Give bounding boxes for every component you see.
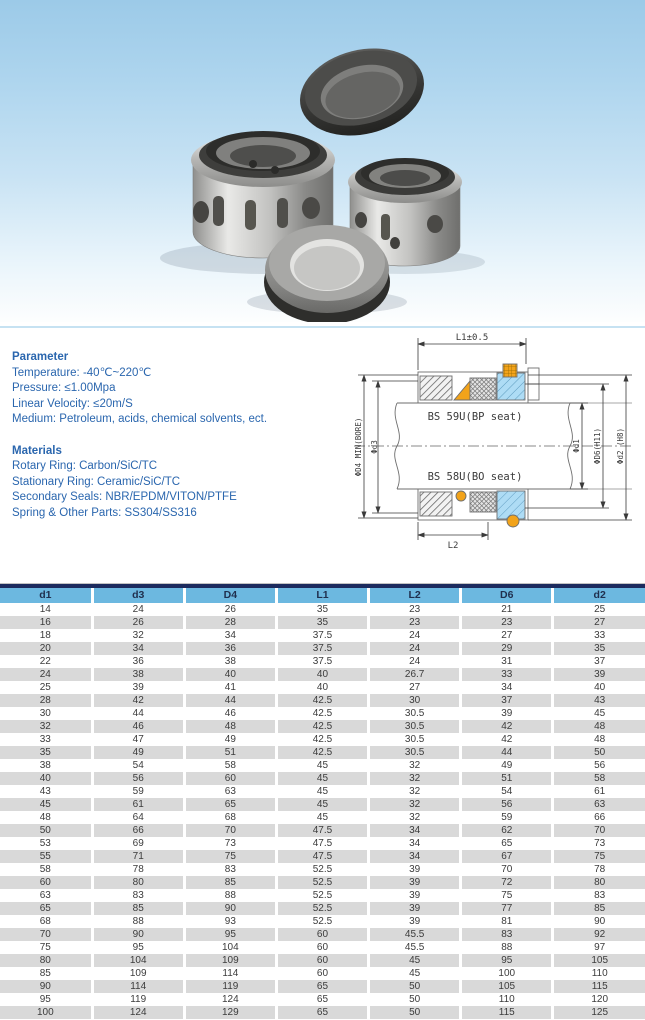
- materials-block: [12, 444, 342, 522]
- table-cell: 52.5: [276, 915, 368, 928]
- table-row: [0, 759, 645, 772]
- table-cell: 119: [184, 980, 276, 993]
- table-cell: 42.5: [276, 746, 368, 759]
- table-row: [0, 772, 645, 785]
- table-cell: 68: [184, 811, 276, 824]
- table-cell: 80: [0, 954, 92, 967]
- table-cell: 33: [461, 668, 553, 681]
- table-cell: 43: [0, 785, 92, 798]
- table-row: [0, 980, 645, 993]
- table-cell: 115: [461, 1006, 553, 1019]
- table-cell: 23: [369, 616, 461, 629]
- table-cell: 90: [92, 928, 184, 941]
- table-cell: 59: [461, 811, 553, 824]
- table-cell: 52.5: [276, 889, 368, 902]
- table-cell: 93: [184, 915, 276, 928]
- table-cell: 62: [461, 824, 553, 837]
- table-cell: 48: [594, 734, 606, 745]
- table-cell: 60: [276, 941, 368, 954]
- info-line: Rotary Ring: Carbon/SiC/TC: [12, 460, 158, 472]
- dimension-table-section: [0, 583, 645, 1019]
- table-cell: 34: [92, 642, 184, 655]
- table-row: [0, 603, 645, 616]
- table-cell: 37.5: [276, 629, 368, 642]
- info-line: Temperature: -40℃~220℃: [12, 366, 152, 379]
- table-cell: 124: [92, 1006, 184, 1019]
- table-cell: 35: [553, 642, 645, 655]
- parameter-heading: Parameter: [12, 351, 69, 363]
- table-cell: 40: [594, 682, 606, 693]
- table-row: [0, 928, 645, 941]
- table-cell: 92: [553, 928, 645, 941]
- table-cell: 45: [276, 759, 368, 772]
- table-cell: 65: [461, 837, 553, 850]
- table-cell: 100: [0, 1006, 92, 1019]
- dim-d3-label: Φd3: [370, 440, 379, 454]
- table-cell: 51: [184, 746, 276, 759]
- dimension-table: [0, 588, 645, 1019]
- table-cell: 40: [0, 772, 92, 785]
- table-cell: 60: [0, 876, 92, 889]
- table-cell: 47.5: [276, 837, 368, 850]
- table-cell: 34: [369, 824, 461, 837]
- table-cell: 51: [461, 772, 553, 785]
- table-row: [0, 850, 645, 863]
- table-cell: 27: [461, 629, 553, 642]
- table-cell: 39: [369, 902, 461, 915]
- table-cell: 70: [553, 824, 645, 837]
- table-cell: 115: [553, 980, 645, 993]
- table-cell: 36: [184, 642, 276, 655]
- table-cell: 58: [184, 759, 276, 772]
- table-cell: 75: [461, 889, 553, 902]
- table-cell: 49: [184, 733, 276, 746]
- table-cell: 46: [92, 720, 184, 733]
- table-cell: 85: [184, 876, 276, 889]
- table-cell: 38: [0, 759, 92, 772]
- info-section: [0, 328, 645, 583]
- table-cell: 95: [184, 928, 276, 941]
- table-row: [0, 668, 645, 681]
- table-cell: 71: [92, 850, 184, 863]
- table-cell: 73: [184, 837, 276, 850]
- table-cell: 124: [184, 993, 276, 1006]
- table-cell: 61: [92, 798, 184, 811]
- table-row: [0, 824, 645, 837]
- table-cell: 97: [594, 942, 606, 953]
- table-cell: 60: [276, 967, 368, 980]
- technical-diagram: [340, 328, 645, 563]
- table-row: [0, 655, 645, 668]
- table-cell: 48: [184, 720, 276, 733]
- table-cell: 63: [184, 785, 276, 798]
- table-cell: 28: [0, 694, 92, 707]
- table-cell: 30.5: [369, 720, 461, 733]
- lower-seat-label: BS 58U(BO seat): [427, 471, 523, 483]
- table-cell: 50: [553, 746, 645, 759]
- table-cell: 70: [0, 928, 92, 941]
- table-cell: 85: [0, 967, 92, 980]
- table-cell: 65: [276, 980, 368, 993]
- table-cell: 83: [184, 863, 276, 876]
- table-cell: 39: [92, 681, 184, 694]
- table-cell: 44: [461, 746, 553, 759]
- table-cell: 55: [0, 850, 92, 863]
- table-cell: 42: [461, 720, 553, 733]
- table-cell: 68: [0, 915, 92, 928]
- table-cell: 35: [276, 616, 368, 629]
- table-cell: 24: [0, 668, 92, 681]
- table-cell: 42.5: [276, 720, 368, 733]
- table-row: [0, 694, 645, 707]
- column-header-D6: D6: [461, 588, 553, 603]
- dark-seal-ring: [291, 36, 434, 148]
- table-cell: 48: [0, 811, 92, 824]
- table-cell: 35: [276, 603, 368, 616]
- table-cell: 39: [369, 863, 461, 876]
- table-cell: 77: [461, 902, 553, 915]
- table-cell: 30: [369, 694, 461, 707]
- table-cell: 26: [92, 616, 184, 629]
- table-cell: 30.5: [369, 733, 461, 746]
- table-cell: 35: [0, 746, 92, 759]
- table-cell: 45: [276, 811, 368, 824]
- table-cell: 24: [369, 629, 461, 642]
- table-cell: 81: [461, 915, 553, 928]
- table-cell: 59: [92, 785, 184, 798]
- table-cell: 52.5: [276, 863, 368, 876]
- table-cell: 38: [92, 668, 184, 681]
- table-row: [0, 720, 645, 733]
- table-cell: 65: [276, 993, 368, 1006]
- table-cell: 90: [184, 902, 276, 915]
- table-cell: 95: [461, 954, 553, 967]
- table-cell: 20: [0, 642, 92, 655]
- table-cell: 104: [92, 954, 184, 967]
- table-cell: 45: [276, 772, 368, 785]
- table-cell: 26.7: [369, 668, 461, 681]
- table-cell: 34: [369, 850, 461, 863]
- column-header-L1: L1: [276, 588, 368, 603]
- table-cell: 28: [184, 616, 276, 629]
- table-cell: 50: [369, 1006, 461, 1019]
- table-cell: 53: [0, 837, 92, 850]
- table-cell: 39: [369, 915, 461, 928]
- spec-text: [12, 350, 342, 521]
- table-row: [0, 616, 645, 629]
- table-cell: 44: [184, 694, 276, 707]
- table-cell: 45: [276, 785, 368, 798]
- table-cell: 80: [92, 876, 184, 889]
- table-header-row: [0, 588, 645, 603]
- table-cell: 49: [92, 746, 184, 759]
- table-row: [0, 902, 645, 915]
- table-cell: 24: [92, 603, 184, 616]
- table-cell: 32: [369, 811, 461, 824]
- table-cell: 52.5: [276, 876, 368, 889]
- table-cell: 73: [594, 838, 606, 849]
- table-cell: 27: [369, 681, 461, 694]
- table-cell: 24: [369, 655, 461, 668]
- table-cell: 65: [276, 1006, 368, 1019]
- table-cell: 46: [184, 707, 276, 720]
- table-cell: 90: [594, 916, 606, 927]
- table-cell: 64: [92, 811, 184, 824]
- table-cell: 42: [92, 694, 184, 707]
- info-line: Spring & Other Parts: SS304/SS316: [12, 506, 197, 519]
- table-cell: 18: [0, 629, 92, 642]
- table-cell: 30.5: [369, 707, 461, 720]
- table-cell: 45: [276, 798, 368, 811]
- table-cell: 88: [92, 915, 184, 928]
- table-cell: 83: [461, 928, 553, 941]
- table-row: [0, 746, 645, 759]
- table-cell: 70: [184, 824, 276, 837]
- table-cell: 52.5: [276, 902, 368, 915]
- table-cell: 66: [92, 824, 184, 837]
- table-cell: 37: [461, 694, 553, 707]
- table-cell: 63: [553, 798, 645, 811]
- table-cell: 88: [184, 889, 276, 902]
- table-cell: 39: [369, 889, 461, 902]
- table-cell: 34: [184, 629, 276, 642]
- dim-d4-label: ΦD4 MIN(BORE): [354, 417, 363, 477]
- table-cell: 44: [92, 707, 184, 720]
- table-cell: 45: [0, 798, 92, 811]
- table-cell: 88: [461, 941, 553, 954]
- table-cell: 109: [92, 967, 184, 980]
- table-cell: 32: [92, 629, 184, 642]
- column-header-D4: D4: [184, 588, 276, 603]
- table-cell: 32: [369, 798, 461, 811]
- table-row: [0, 941, 645, 954]
- table-cell: 14: [0, 603, 92, 616]
- table-cell: 58: [553, 772, 645, 785]
- table-row: [0, 642, 645, 655]
- table-cell: 78: [594, 864, 606, 875]
- table-cell: 110: [591, 968, 608, 979]
- table-cell: 30.5: [369, 746, 461, 759]
- table-cell: 125: [553, 1006, 645, 1019]
- table-cell: 26: [184, 603, 276, 616]
- dim-d1-label: Φd1: [572, 439, 581, 453]
- parameter-block: [12, 350, 342, 428]
- table-row: [0, 915, 645, 928]
- table-cell: 70: [461, 863, 553, 876]
- table-cell: 33: [0, 733, 92, 746]
- table-cell: 80: [553, 876, 645, 889]
- table-cell: 45: [369, 954, 461, 967]
- table-row: [0, 707, 645, 720]
- table-row: [0, 967, 645, 980]
- table-row: [0, 889, 645, 902]
- table-cell: 60: [276, 954, 368, 967]
- table-cell: 100: [461, 967, 553, 980]
- table-row: [0, 785, 645, 798]
- table-cell: 56: [92, 772, 184, 785]
- seat-ring: [264, 225, 390, 322]
- table-row: [0, 798, 645, 811]
- table-row: [0, 837, 645, 850]
- table-row: [0, 993, 645, 1006]
- table-cell: 42.5: [276, 694, 368, 707]
- table-cell: 58: [0, 863, 92, 876]
- table-cell: 31: [461, 655, 553, 668]
- dim-l1-label: L1±0.5: [455, 333, 489, 343]
- table-cell: 60: [276, 928, 368, 941]
- table-cell: 90: [0, 980, 92, 993]
- table-cell: 65: [184, 798, 276, 811]
- table-cell: 40: [276, 681, 368, 694]
- table-row: [0, 629, 645, 642]
- table-cell: 104: [184, 941, 276, 954]
- table-cell: 39: [369, 876, 461, 889]
- table-cell: 110: [461, 993, 553, 1006]
- table-cell: 61: [594, 786, 606, 797]
- table-cell: 36: [92, 655, 184, 668]
- table-cell: 29: [461, 642, 553, 655]
- table-cell: 45.5: [369, 928, 461, 941]
- table-cell: 50: [369, 993, 461, 1006]
- table-cell: 54: [92, 759, 184, 772]
- table-cell: 95: [92, 941, 184, 954]
- column-header-d3: d3: [92, 588, 184, 603]
- table-cell: 42.5: [276, 733, 368, 746]
- table-cell: 66: [594, 812, 606, 823]
- table-cell: 69: [92, 837, 184, 850]
- table-cell: 105: [553, 954, 645, 967]
- table-cell: 47.5: [276, 824, 368, 837]
- product-photo-illustration: [0, 0, 645, 322]
- table-cell: 75: [553, 850, 645, 863]
- table-cell: 114: [184, 967, 276, 980]
- table-cell: 85: [553, 902, 645, 915]
- table-cell: 49: [461, 759, 553, 772]
- materials-heading: Materials: [12, 444, 62, 457]
- table-cell: 120: [591, 994, 609, 1005]
- table-cell: 30: [0, 707, 92, 720]
- table-cell: 40: [276, 668, 368, 681]
- column-header-L2: L2: [369, 588, 461, 603]
- upper-seat-label: BS 59U(BP seat): [427, 411, 523, 423]
- seal-cross-section-drawing: [340, 328, 645, 563]
- table-cell: 47: [92, 733, 184, 746]
- table-cell: 105: [461, 980, 553, 993]
- table-cell: 32: [369, 785, 461, 798]
- table-cell: 37.5: [276, 642, 368, 655]
- table-row: [0, 681, 645, 694]
- info-line: Medium: Petroleum, acids, chemical solvents, ect.: [12, 413, 268, 425]
- dim-d2-label: Φd2 (H8): [616, 427, 625, 465]
- info-line: Secondary Seals: NBR/EPDM/VITON/PTFE: [12, 491, 237, 503]
- table-cell: 34: [369, 837, 461, 850]
- table-cell: 72: [461, 876, 553, 889]
- table-cell: 75: [0, 941, 92, 954]
- table-cell: 119: [92, 993, 184, 1006]
- table-cell: 32: [369, 759, 461, 772]
- info-line: Linear Velocity: ≤20m/S: [12, 397, 133, 410]
- table-cell: 25: [0, 681, 92, 694]
- table-cell: 45: [594, 708, 606, 719]
- table-row: [0, 863, 645, 876]
- table-cell: 32: [0, 720, 92, 733]
- table-cell: 42: [461, 733, 553, 746]
- info-line: Stationary Ring: Ceramic/SiC/TC: [12, 475, 181, 488]
- table-cell: 37.5: [276, 655, 368, 668]
- parameter-lines: [12, 366, 342, 428]
- table-cell: 45: [369, 967, 461, 980]
- dim-d6-label: ΦD6(H11): [593, 427, 602, 465]
- materials-lines: [12, 459, 342, 521]
- table-cell: 54: [461, 785, 553, 798]
- table-cell: 39: [553, 668, 645, 681]
- table-cell: 32: [369, 772, 461, 785]
- table-cell: 95: [0, 993, 92, 1006]
- table-cell: 78: [92, 863, 184, 876]
- table-cell: 34: [461, 681, 553, 694]
- table-cell: 47.5: [276, 850, 368, 863]
- table-cell: 109: [184, 954, 276, 967]
- info-line: Pressure: ≤1.00Mpa: [12, 382, 116, 394]
- table-cell: 37: [594, 656, 606, 667]
- table-cell: 23: [461, 616, 553, 629]
- table-row: [0, 1006, 645, 1019]
- dim-l2-label: L2: [447, 541, 459, 551]
- table-cell: 27: [553, 616, 645, 629]
- product-photo: [0, 0, 645, 322]
- table-cell: 25: [594, 604, 606, 615]
- table-cell: 129: [184, 1006, 276, 1019]
- table-cell: 39: [461, 707, 553, 720]
- table-cell: 48: [553, 720, 645, 733]
- table-cell: 56: [594, 760, 606, 771]
- column-header-d1: d1: [0, 588, 92, 603]
- table-cell: 114: [92, 980, 184, 993]
- table-cell: 50: [0, 824, 92, 837]
- table-cell: 38: [184, 655, 276, 668]
- table-cell: 21: [461, 603, 553, 616]
- table-cell: 85: [92, 902, 184, 915]
- table-cell: 43: [553, 694, 645, 707]
- table-row: [0, 811, 645, 824]
- table-cell: 42.5: [276, 707, 368, 720]
- table-cell: 40: [184, 668, 276, 681]
- table-row: [0, 954, 645, 967]
- column-header-d2: d2: [553, 588, 645, 603]
- table-cell: 63: [0, 889, 92, 902]
- table-cell: 23: [369, 603, 461, 616]
- table-cell: 65: [0, 902, 92, 915]
- table-cell: 56: [461, 798, 553, 811]
- table-cell: 83: [92, 889, 184, 902]
- table-cell: 41: [184, 681, 276, 694]
- table-cell: 50: [369, 980, 461, 993]
- table-cell: 24: [369, 642, 461, 655]
- table-cell: 45.5: [369, 941, 461, 954]
- table-cell: 60: [184, 772, 276, 785]
- table-cell: 16: [0, 616, 92, 629]
- table-row: [0, 876, 645, 889]
- table-cell: 22: [0, 655, 92, 668]
- table-cell: 83: [594, 890, 606, 901]
- table-cell: 75: [184, 850, 276, 863]
- table-cell: 67: [461, 850, 553, 863]
- table-cell: 33: [594, 630, 606, 641]
- table-row: [0, 733, 645, 746]
